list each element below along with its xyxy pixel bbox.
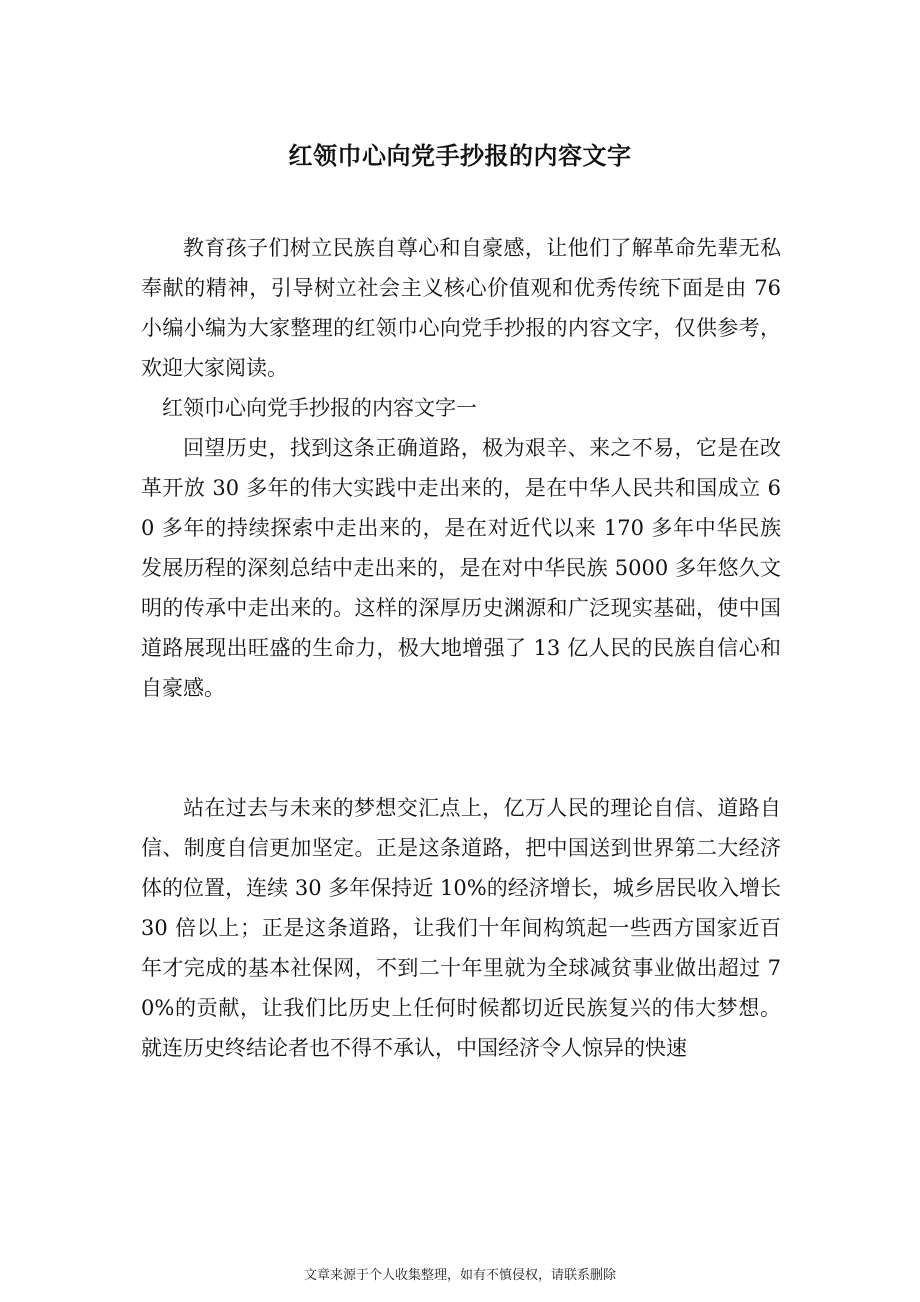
intro-paragraph: 教育孩子们树立民族自尊心和自豪感，让他们了解革命先辈无私奉献的精神，引导树立社会主义核心价值观和优秀传统下面是由 76 小编小编为大家整理的红领巾心向党手抄报的内容文字，仅供参考，欢迎大家阅读。 <box>141 236 781 380</box>
body-paragraph-1: 回望历史，找到这条正确道路，极为艰辛、来之不易，它是在改革开放 30 多年的伟大实践中走出来的，是在中华人民共和国成立 60 多年的持续探索中走出来的，是在对近代以来 170 多年中华民族发展历程的深刻总结中走出来的，是在对中华民族 5000 多年悠久文明的传承中走出来的。这样的深厚历史渊源和广泛现实基础，使中国道路展现出旺盛的生命力，极大地增强了 13 亿人民的民族自信心和自豪感。 <box>141 436 781 700</box>
body-paragraph-2: 站在过去与未来的梦想交汇点上，亿万人民的理论自信、道路自信、制度自信更加坚定。正是这条道路，把中国送到世界第二大经济体的位置，连续 30 多年保持近 10%的经济增长，城乡居民收入增长 30 倍以上；正是这条道路，让我们十年间构筑起一些西方国家近百年才完成的基本社保网，不到二十年里就为全球减贫事业做出超过 70%的贡献，让我们比历史上任何时候都切近民族复兴的伟大梦想。就连历史终结论者也不得不承认，中国经济令人惊异的快速 <box>141 796 781 1060</box>
paragraph-spacer <box>141 708 781 788</box>
document-title: 红领巾心向党手抄报的内容文字 <box>288 141 632 170</box>
section-heading: 红领巾心向党手抄报的内容文字一 <box>162 396 477 420</box>
page-footer: 文章来源于个人收集整理，如有不慎侵权，请联系删除 <box>303 1268 616 1283</box>
document-body <box>141 228 781 1068</box>
